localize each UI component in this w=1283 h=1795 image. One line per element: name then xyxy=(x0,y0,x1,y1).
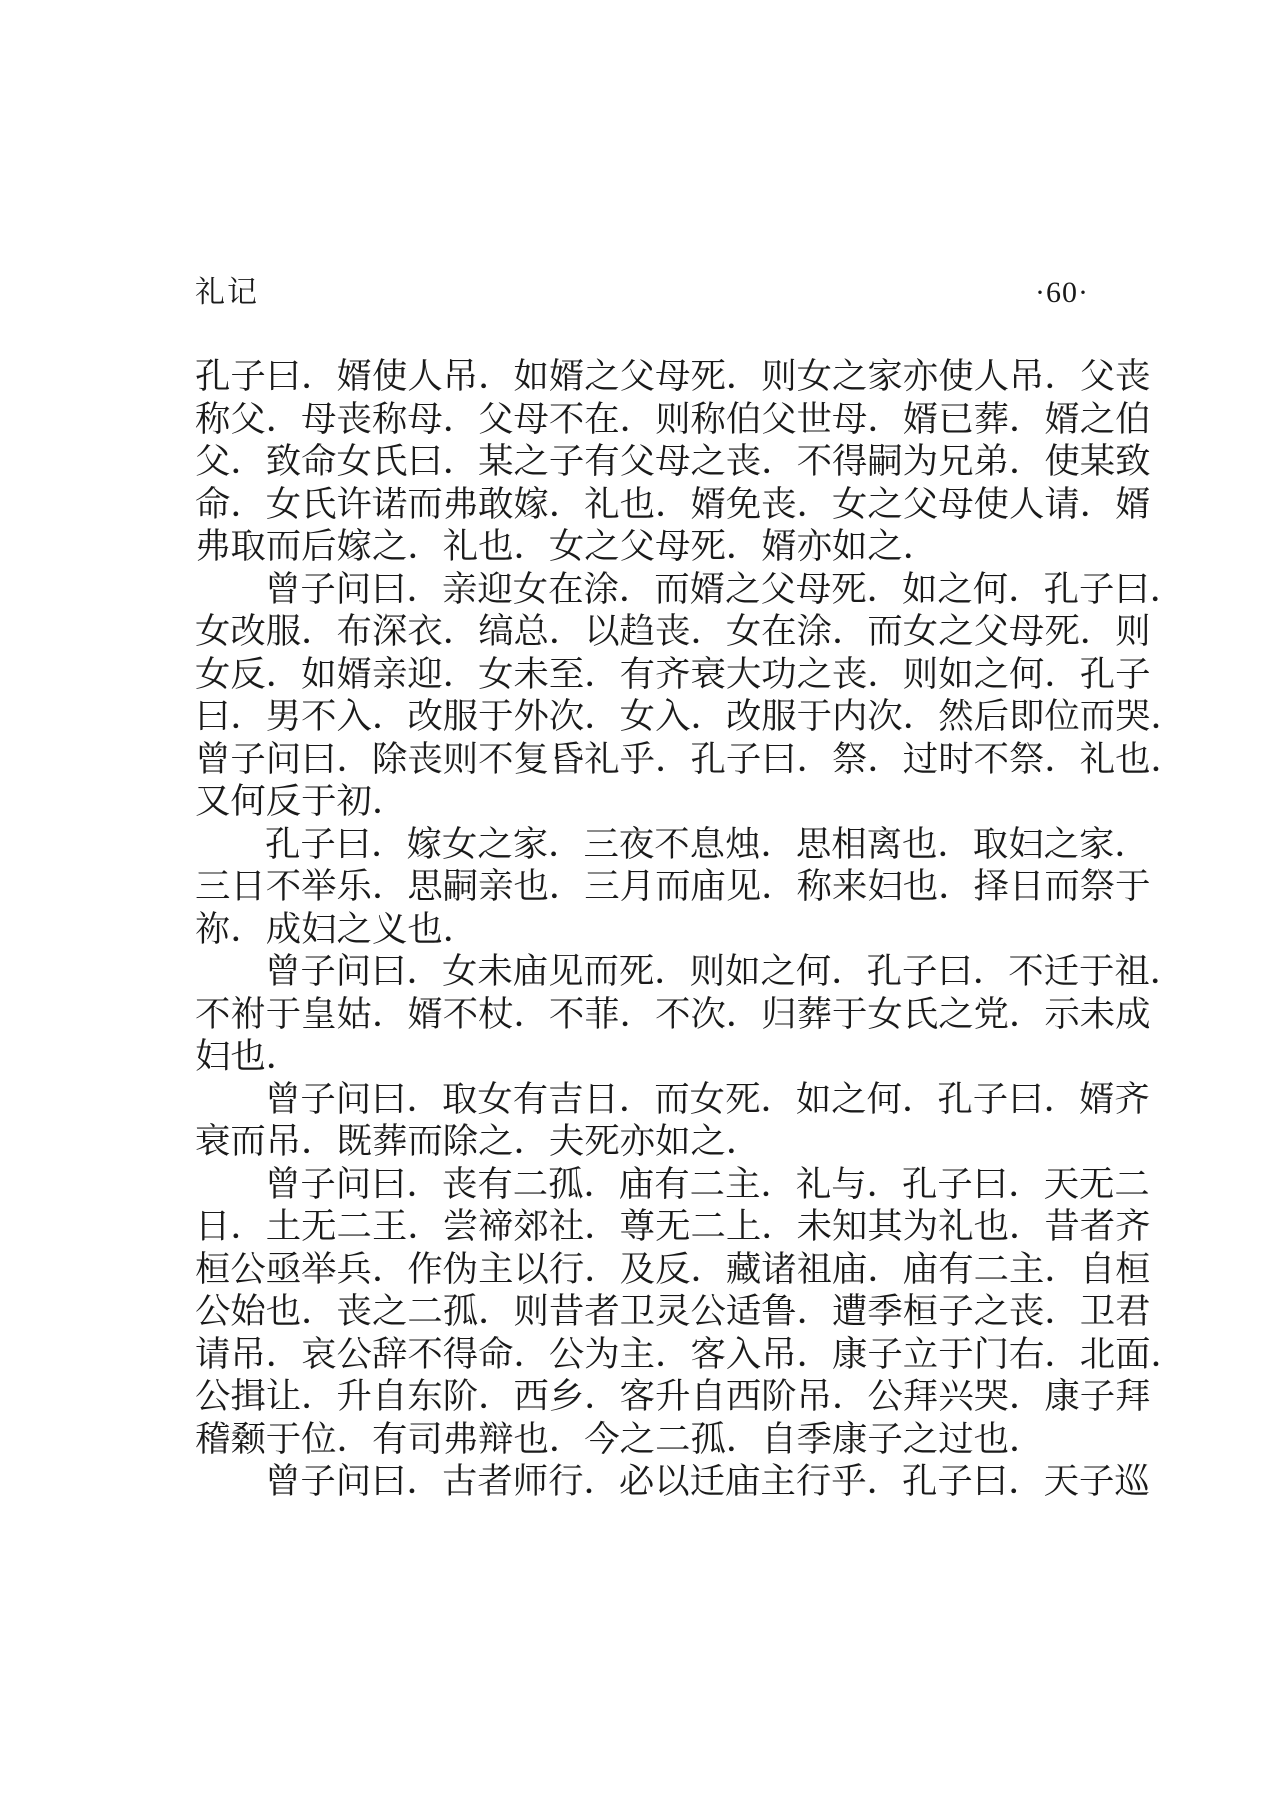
text-line: 父．致命女氏曰．某之子有父母之丧．不得嗣为兄弟．使某致 xyxy=(195,441,1151,482)
text-line: 妇也． xyxy=(195,1036,302,1077)
paragraph xyxy=(195,951,1186,1079)
text-line: 曰．男不入．改服于外次．女入．改服于内次．然后即位而哭． xyxy=(195,696,1186,737)
text-line: 曾子问曰．取女有吉日．而女死．如之何．孔子曰．婿齐 xyxy=(265,1078,1150,1120)
text-line: 衰而吊．既葬而除之．夫死亦如之． xyxy=(195,1121,762,1162)
text-line: 不祔于皇姑．婿不杖．不菲．不次．归葬于女氏之党．示未成 xyxy=(195,993,1151,1035)
page-number: ·60· xyxy=(1035,276,1089,309)
paragraph xyxy=(195,1163,1186,1462)
text-line: 三日不举乐．思嗣亲也．三月而庙见．称来妇也．择日而祭于 xyxy=(195,866,1151,907)
text-line: 请吊．哀公辞不得命．公为主．客入吊．康子立于门右．北面． xyxy=(195,1333,1186,1375)
book-title: 礼记 xyxy=(195,275,259,310)
text-line: 公始也．丧之二孤．则昔者卫灵公适鲁．遭季桓子之丧．卫君 xyxy=(195,1291,1151,1332)
text-line: 曾子问曰．丧有二孤．庙有二主．礼与．孔子曰．天无二 xyxy=(265,1163,1150,1205)
text-line: 女改服．布深衣．缟总．以趋丧．女在涂．而女之父母死．则 xyxy=(195,611,1151,652)
paragraph xyxy=(195,823,1151,952)
text-line: 公揖让．升自东阶．西乡．客升自西阶吊．公拜兴哭．康子拜 xyxy=(195,1376,1151,1417)
running-header xyxy=(195,270,1089,316)
paragraph xyxy=(195,356,1151,569)
text-line: 稽颡于位．有司弗辩也．今之二孤．自季康子之过也． xyxy=(195,1418,1045,1460)
text-line: 曾子问曰．除丧则不复昏礼乎．孔子曰．祭．过时不祭．礼也． xyxy=(195,738,1186,780)
text-line: 又何反于初． xyxy=(195,781,408,822)
body-text xyxy=(195,356,1186,1504)
text-line: 弗取而后嫁之．礼也．女之父母死．婿亦如之． xyxy=(195,526,939,567)
paragraph xyxy=(195,568,1186,824)
text-line: 命．女氏许诺而弗敢嫁．礼也．婿免丧．女之父母使人请．婿 xyxy=(195,483,1151,525)
text-line: 女反．如婿亲迎．女未至．有齐衰大功之丧．则如之何．孔子 xyxy=(195,653,1151,695)
text-line: 曾子问曰．古者师行．必以迁庙主行乎．孔子曰．天子巡 xyxy=(265,1461,1150,1502)
text-line: 日．土无二王．尝禘郊社．尊无二上．未知其为礼也．昔者齐 xyxy=(195,1206,1151,1247)
paragraph xyxy=(195,1078,1150,1164)
text-line: 桓公亟举兵．作伪主以行．及反．藏诸祖庙．庙有二主．自桓 xyxy=(195,1248,1151,1290)
text-line: 孔子曰．婿使人吊．如婿之父母死．则女之家亦使人吊．父丧 xyxy=(195,356,1151,397)
text-line: 曾子问曰．亲迎女在涂．而婿之父母死．如之何．孔子曰． xyxy=(265,568,1186,610)
text-line: 称父．母丧称母．父母不在．则称伯父世母．婿已葬．婿之伯 xyxy=(195,398,1151,440)
text-line: 祢．成妇之义也． xyxy=(195,908,479,950)
text-line: 曾子问曰．女未庙见而死．则如之何．孔子曰．不迁于祖． xyxy=(265,951,1186,992)
text-line: 孔子曰．嫁女之家．三夜不息烛．思相离也．取妇之家． xyxy=(265,823,1150,865)
paragraph xyxy=(195,1461,1150,1504)
